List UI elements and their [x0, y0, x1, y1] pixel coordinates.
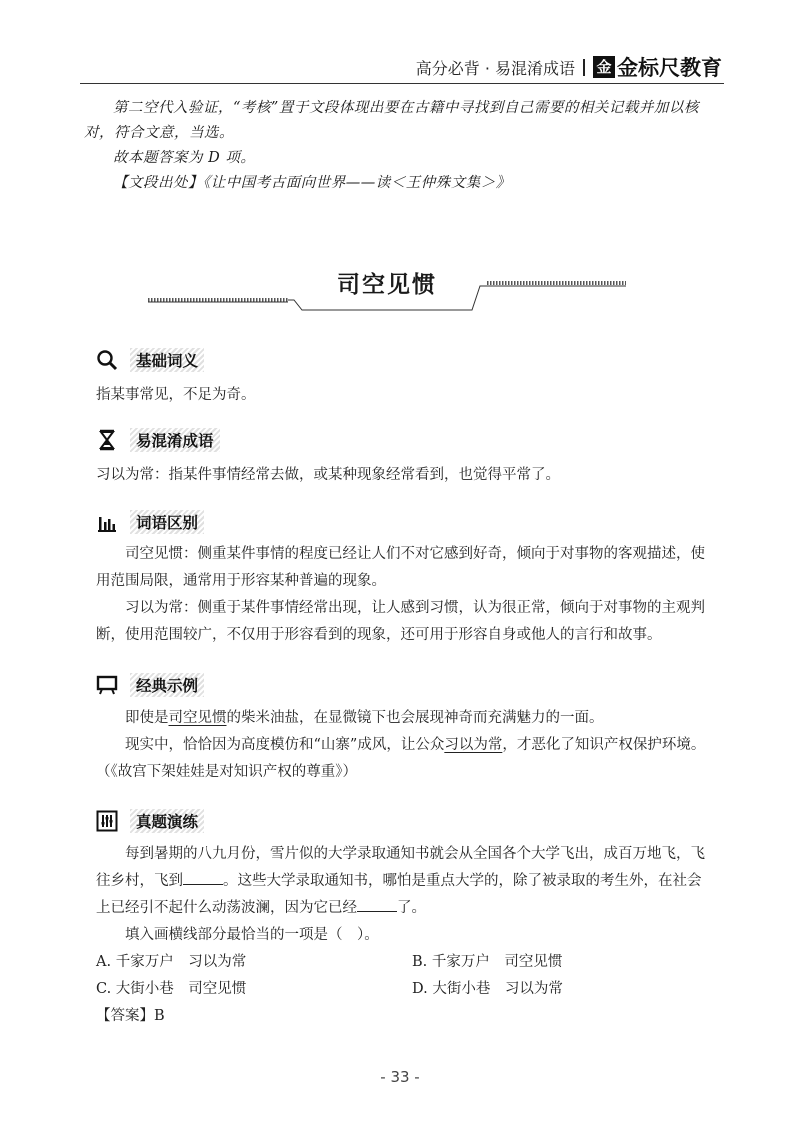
answer-blank-1	[183, 870, 223, 885]
difference-paragraph-1: 司空见惯：侧重某件事情的程度已经让人们不对它感到好奇，倾向于对事物的客观描述，使用范围局限，通常用于形容某种普遍的现象。	[96, 546, 705, 589]
example-1-prefix: 即使是	[125, 710, 169, 726]
practice-question	[96, 841, 714, 922]
section-diff-heading	[96, 509, 204, 535]
question-part-2: 。这些大学录取通知书，哪怕是重点大学的，除了被录取的考生外，在社会上已经引不起什么动荡波澜，因为它已经	[96, 873, 702, 916]
example-2-suffix: ，才恶化了知识产权保护环境。	[502, 737, 706, 753]
difference-paragraph-2: 习以为常：侧重于某件事情经常出现，让人感到习惯，认为很正常，倾向于对事物的主观判断，使用范围较广，不仅用于形容看到的现象，还可用于形容自身或他人的言行和故事。	[96, 600, 705, 643]
brand-name: 金标尺教育	[617, 56, 722, 80]
example-2-term: 习以为常	[444, 737, 503, 753]
previous-source: 【文段出处】《让中国考古面向世界——读＜王仲殊文集＞》	[113, 175, 511, 191]
section-basic-label: 基础词义	[130, 348, 204, 372]
example-1	[96, 705, 714, 732]
page-header	[416, 52, 722, 82]
section-basic-heading	[96, 347, 204, 373]
options-row-2	[96, 976, 714, 1003]
section-examples-label: 经典示例	[130, 673, 204, 697]
practice-block	[96, 841, 714, 1030]
example-1-suffix: 的柴米油盐，在显微镜下也会展现神奇而充满魅力的一面。	[226, 710, 604, 726]
previous-answer: 故本题答案为 D 项。	[113, 150, 256, 166]
practice-prompt: 填入画横线部分最恰当的一项是（ ）。	[125, 927, 379, 943]
confusable-idiom	[96, 462, 714, 489]
option-d[interactable]: D. 大街小巷 习以为常	[412, 981, 563, 997]
question-part-1: 每到暑期的八九月份，雪片似的大学录取通知书就会从全国各个大学飞出，成百万地飞，飞往乡村，飞到	[96, 846, 705, 889]
example-2-prefix: 现实中，恰恰因为高度模仿和“山寨”成风，让公众	[125, 737, 445, 753]
section-confuse-label: 易混淆成语	[130, 428, 220, 452]
header-divider	[583, 59, 585, 76]
examples-block	[96, 705, 714, 786]
answer-blank-2	[357, 897, 397, 912]
confusable-idiom-text: 习以为常：指某件事情经常去做，或某种现象经常看到，也觉得平常了。	[96, 467, 560, 483]
header-rule	[80, 83, 724, 84]
section-confuse-heading	[96, 427, 220, 453]
options-row-1	[96, 949, 714, 976]
brand-logo-icon: 金	[593, 56, 615, 78]
monitor-icon	[96, 674, 118, 696]
option-b[interactable]: B. 千家万户 司空见惯	[412, 954, 563, 970]
sliders-icon	[96, 810, 118, 832]
basic-meaning	[96, 382, 714, 409]
search-icon	[96, 349, 118, 371]
section-examples-heading	[96, 672, 204, 698]
page-number: - 33 -	[380, 1068, 420, 1086]
section-practice-label: 真题演练	[130, 809, 204, 833]
hourglass-icon	[96, 429, 118, 451]
section-practice-heading	[96, 808, 204, 834]
example-2	[96, 732, 714, 759]
example-1-term: 司空见惯	[168, 710, 227, 726]
example-2-source: （《故宫下架娃娃是对知识产权的尊重》）	[96, 764, 357, 780]
idiom-title-banner	[148, 262, 626, 312]
previous-explanation: 第二空代入验证，“考核”置于文段体现出要在古籍中寻找到自己需要的相关记载并加以核对，符合文意，当选。	[84, 100, 699, 141]
question-part-3: 了。	[397, 900, 426, 916]
idiom-title: 司空见惯	[337, 272, 437, 298]
previous-answer-block	[84, 96, 718, 196]
answer-line: 【答案】B	[96, 1008, 165, 1024]
bar-chart-icon	[96, 511, 118, 533]
basic-meaning-text: 指某事常见，不足为奇。	[96, 387, 256, 403]
option-a[interactable]: A. 千家万户 习以为常	[96, 954, 247, 970]
series-title: 高分必背 · 易混淆成语	[415, 58, 575, 78]
option-c[interactable]: C. 大街小巷 司空见惯	[96, 981, 247, 997]
section-diff-label: 词语区别	[130, 510, 204, 534]
difference-block	[96, 541, 714, 649]
